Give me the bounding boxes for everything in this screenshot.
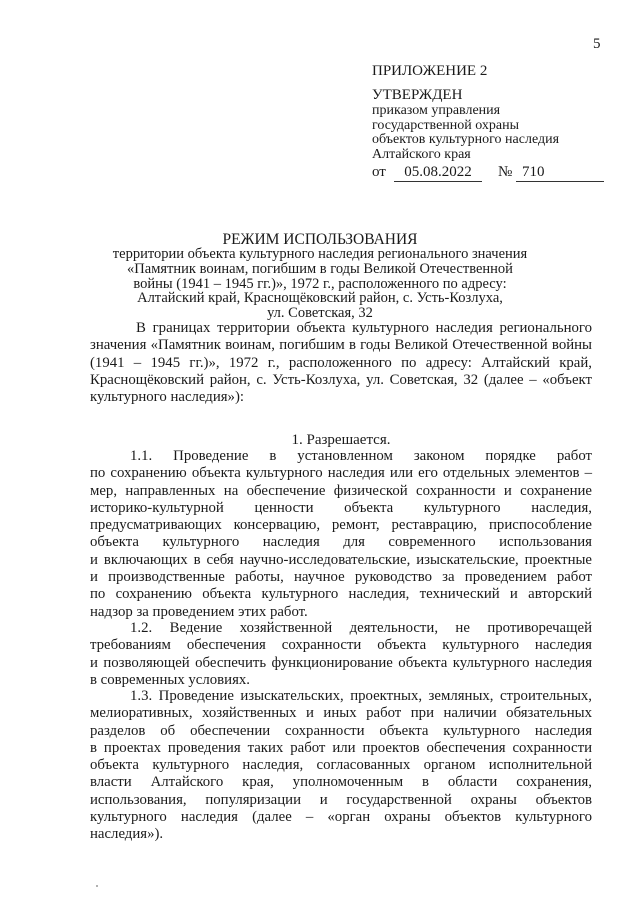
paragraph-line: наследия»).	[90, 826, 164, 843]
subtitle-line: Алтайский край, Краснощёковский район, с. Усть-Козлуха,	[137, 290, 503, 307]
approval-line: Алтайского края	[372, 146, 471, 162]
paragraph-line: по сохранению объекта культурного наследия, технический и авторский	[90, 586, 592, 603]
subtitle-line: территории объекта культурного наследия регионального значения	[112, 246, 528, 262]
order-number: 710	[516, 164, 604, 182]
paragraph-line: 1.1. Проведение в установленном законом порядке работ	[130, 448, 592, 464]
paragraph-line: 1.2. Ведение хозяйственной деятельности, не противоречащей	[130, 620, 592, 636]
subtitle-line: войны (1941 – 1945 гг.)», 1972 г., расположенного по адресу:	[133, 275, 507, 292]
paragraph-line: разделов об обеспечении сохранности объекта культурного наследия	[90, 722, 592, 739]
paragraph-line: культурного наследия (далее – «орган охраны объектов культурного	[90, 809, 592, 826]
paragraph-line: и производственные работы, научное руководство за проведением работ	[90, 569, 592, 586]
paragraph-line: надзор за проведением этих работ.	[90, 603, 308, 620]
item-1-2	[90, 620, 592, 689]
paragraph-line: значения «Памятник воинам, погибшим в годы Великой Отечественной войны	[90, 337, 592, 354]
intro-paragraph	[90, 320, 592, 406]
scan-speck	[96, 885, 98, 887]
paragraph-line: 1.3. Проведение изыскательских, проектных, земляных, строительных,	[130, 688, 592, 704]
approval-line: государственной охраны	[372, 117, 520, 133]
subtitle-line: «Памятник воинам, погибшим в годы Великой Отечественной	[127, 260, 513, 277]
order-date: 05.08.2022	[394, 164, 482, 182]
paragraph-line: культурного наследия»):	[90, 389, 244, 406]
paragraph-line: Краснощёковский район, с. Усть-Козлуха, ул. Советская, 32 (далее – «объект	[90, 371, 592, 388]
paragraph-line: власти Алтайского края, уполномоченным в области сохранения,	[90, 774, 592, 791]
appendix-label: ПРИЛОЖЕНИЕ 2	[372, 63, 488, 79]
item-1-1	[90, 448, 592, 621]
approval-line: приказом управления	[372, 103, 501, 118]
paragraph-line: объекта культурного наследия, согласованных органом исполнительной	[90, 757, 592, 774]
paragraph-line: и включающих в себя научно-исследовательские, изыскательские, проектные	[90, 551, 592, 568]
paragraph-line: и позволяющей обеспечить функционирование объекта культурного наследия	[90, 654, 592, 671]
approval-block	[372, 62, 622, 184]
paragraph-line: мелиоративных, хозяйственных и иных работ при наличии обязательных	[90, 705, 592, 722]
paragraph-line: в современных условиях.	[90, 671, 250, 688]
order-row	[372, 164, 622, 184]
paragraph-line: предусматривающих консервацию, ремонт, реставрацию, приспособление	[90, 517, 592, 534]
approved-label: УТВЕРЖДЕН	[372, 87, 463, 103]
document-subtitle	[100, 247, 540, 321]
page-number: 5	[593, 36, 601, 52]
order-from-label: от	[372, 164, 386, 180]
paragraph-line: мер, направленных на обеспечение физической сохранности и сохранение	[90, 482, 592, 499]
paragraph-line: В границах территории объекта культурного наследия регионального	[136, 320, 592, 336]
paragraph-line: (1941 – 1945 гг.)», 1972 г., расположенного по адресу: Алтайский край,	[90, 354, 592, 371]
paragraph-line: объекта культурного наследия для современного использования	[90, 534, 592, 551]
paragraph-line: использования, популяризации и государственной охраны объектов	[90, 791, 592, 808]
section-heading: 1. Разрешается.	[291, 432, 391, 448]
paragraph-line: в проектах проведения таких работ или проектов обеспечения сохранности	[90, 739, 592, 756]
paragraph-line: историко-культурной ценности объекта культурного наследия,	[90, 499, 592, 516]
paragraph-line: требованиям обеспечения сохранности объекта культурного наследия	[90, 637, 592, 654]
document-title: РЕЖИМ ИСПОЛЬЗОВАНИЯ	[222, 231, 418, 248]
order-number-label: №	[498, 164, 513, 180]
paragraph-line: по сохранению объекта культурного наследия или его отдельных элементов –	[90, 465, 592, 482]
approval-line: объектов культурного наследия	[372, 132, 560, 147]
item-1-3	[90, 688, 592, 844]
subtitle-line: ул. Советская, 32	[267, 305, 373, 322]
